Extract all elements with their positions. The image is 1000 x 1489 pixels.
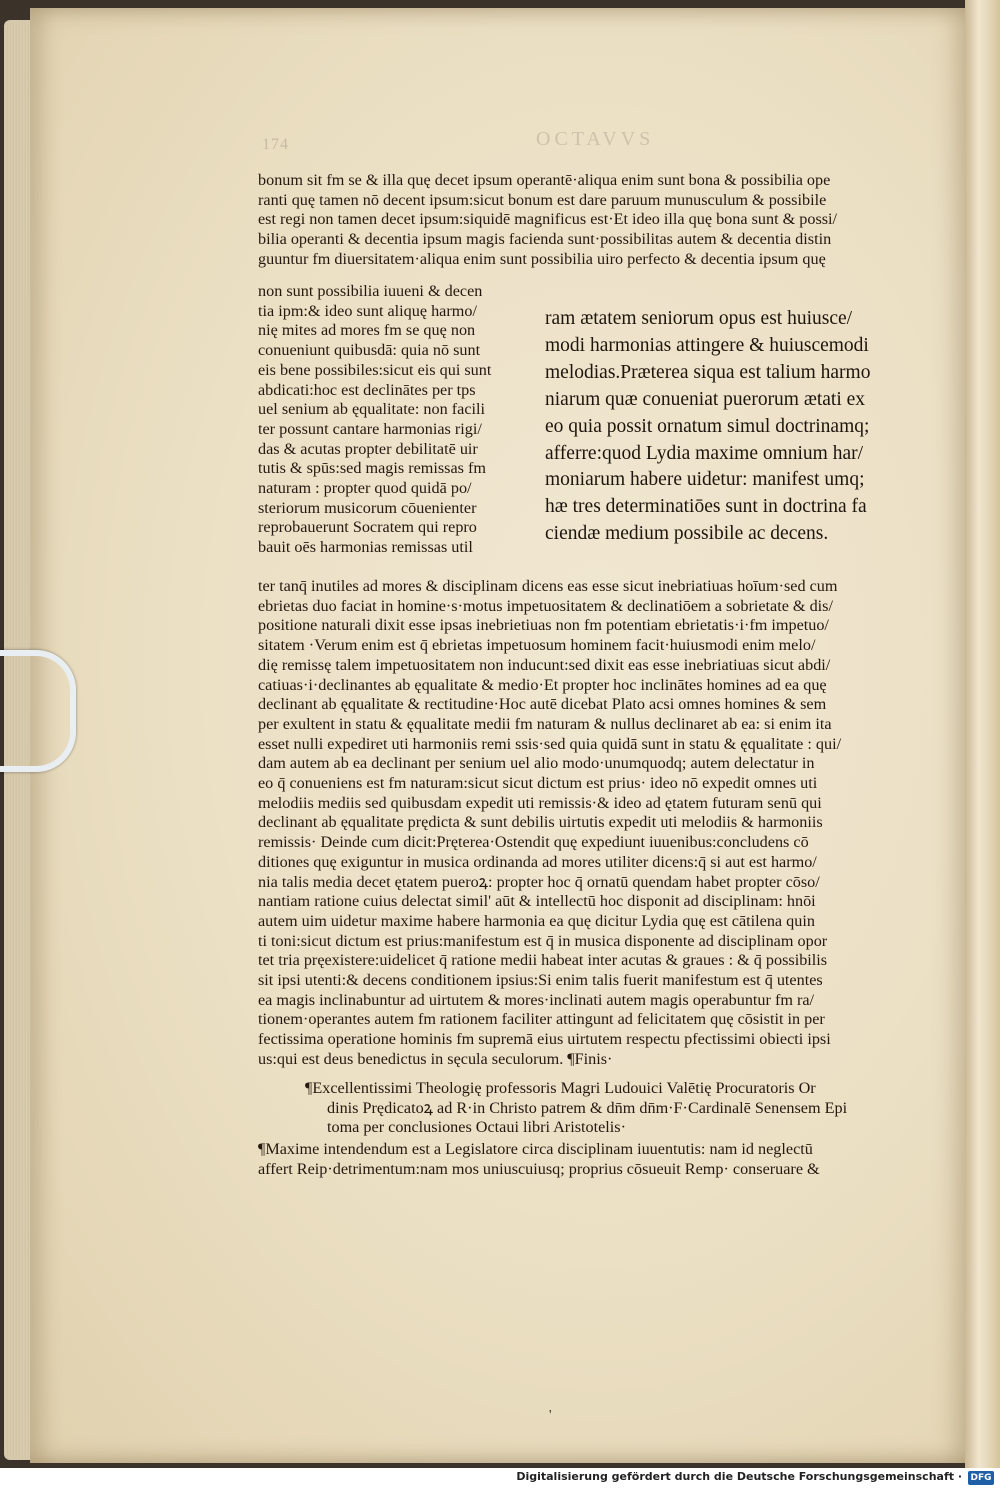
text-line: uel senium ab ęqualitate: non facili	[258, 400, 485, 419]
main-text-block	[258, 577, 908, 1070]
text-line: toma per conclusiones Octaui libri Aristotelis·	[327, 1118, 626, 1137]
text-line: modi harmonias attingere & huiuscemodi	[545, 334, 869, 356]
text-line: esset nulli expediret uti harmoniis remi ssis·sed quia quidā sunt in statu & ęqualitate : qui/	[258, 734, 842, 753]
footer-credit: Digitalisierung gefördert durch die Deutsche Forschungsgemeinschaft ·	[516, 1470, 962, 1483]
text-line: niarum quæ conueniat puerorum ætati ex	[545, 388, 866, 410]
footer-bar	[0, 1468, 1000, 1489]
book-binding-edge	[965, 0, 1000, 1468]
right-column-large-type	[545, 306, 917, 548]
text-line: ebrietas duo faciat in homine·s·motus impetuositatem & declinatiōem a sobrietate & dis/	[258, 596, 833, 615]
text-line: moniarum habere uidetur: manifest umq;	[545, 469, 865, 491]
text-line: nantiam ratione cuius delectat simil' aūt & intellectū hoc disponit ad disciplinam: hnōi	[258, 892, 816, 911]
epitome-heading-block	[305, 1079, 905, 1138]
text-line: das & acutas propter debilitatē uir	[258, 439, 478, 458]
text-line: hæ tres determinatiōes sunt in doctrina fa	[545, 496, 867, 518]
text-line: tet tria pręexistere:uidelicet q̄ ratione medii habeat inter acutas & graues : & q̄ possibilis	[258, 951, 828, 970]
text-line: sit ipsi utenti:& decens conditionem ipsius:Si enim talis fuerit manifestum est q̄ utentes	[258, 971, 823, 990]
text-line: affert Reip·detrimentum:nam mos uniuscuiusq; proprius cōsueuit Remp· conseruare &	[258, 1159, 820, 1178]
text-line: bauit oēs harmonias remissas util	[258, 538, 473, 557]
text-line: bilia operanti & decentia ipsum magis facienda sunt·possibilitas autem & decentia distin	[258, 230, 832, 249]
text-line: reprobauerunt Socratem qui repro	[258, 518, 477, 537]
text-line: nia talis media decet ętatem pueroꝝ: propter hoc q̄ ornatū quendam habet propter cōso/	[258, 872, 820, 891]
text-line: melodias.Præterea siqua est talium harmo	[545, 361, 871, 383]
text-line: us:qui est deus benedictus in sęcula seculorum. ¶Finis·	[258, 1049, 613, 1068]
page-mark: '	[549, 1408, 552, 1423]
text-line: nię mites ad mores fm se quę non	[258, 321, 476, 340]
text-line: ¶Maxime intendendum est a Legislatore circa disciplinam iuuentutis: nam id neglectū	[258, 1140, 813, 1158]
left-column	[258, 282, 520, 558]
text-line: eo quia possit ornatum simul doctrinamq;	[545, 415, 870, 437]
text-line: autem uim uidetur maxime habere harmonia ea quę dicitur Lydia quę est cātilena quin	[258, 911, 815, 930]
text-line: ditiones quę exiguntur in musica ordinanda ad mores utiliter dicens:q̄ si aut est harmo/	[258, 852, 817, 871]
text-line: non sunt possibilia iuueni & decen	[258, 282, 483, 300]
text-line: catiuas·i·declinantes ab ęqualitate & medio·Et propter hoc inclinātes homines ad ea quę	[258, 675, 827, 694]
text-line: eis bene possibiles:sicut eis qui sunt	[258, 360, 492, 379]
text-line: tia ipm:& ideo sunt aliquę harmo/	[258, 301, 477, 320]
text-line: dam autem ab ea declinant per senium uel alio modo·unumquodq; autem delectatur in	[258, 754, 815, 773]
text-line: dinis Prędicatoꝝ ad R·in Christo patrem & dn̄m dn̄m·F·Cardinalē Senensem Epi	[327, 1098, 848, 1117]
text-line: ti toni:sicut dictum est prius:manifestum est q̄ in musica disponente ad disciplinam opor	[258, 931, 828, 950]
paper-clip	[0, 650, 76, 772]
dfg-logo: DFG	[968, 1471, 994, 1485]
text-line: bonum sit fm se & illa quę decet ipsum operantē·aliqua enim sunt bona & possibilia ope	[258, 171, 831, 189]
text-line: melodiis mediis sed quibusdam expedit uti remissis·& ideo ad ętatem futuram senū qui	[258, 793, 822, 812]
text-line: eo q̄ conueniens est fm naturam:sicut sicut dictum est prius· ideo nō expedit omnes uti	[258, 774, 818, 793]
text-line: ciendæ medium possibile ac decens.	[545, 523, 829, 545]
text-line: per exultent in statu & ęqualitate medii fm naturam & nullus declinaret ab ea: si enim ita	[258, 714, 832, 733]
folio-number: 174	[262, 136, 289, 153]
top-text-block	[258, 171, 908, 270]
text-line: remissis· Deinde cum dicit:Pręterea·Ostendit quę expediunt iuuenibus:concludens cō	[258, 833, 809, 852]
text-line: positione naturali dixit esse ipsas inebrietiuas non fm potentiam ebrietatis·i·fm impetuo/	[258, 616, 829, 635]
text-line: ram ætatem seniorum opus est huiusce/	[545, 308, 853, 329]
running-head: OCTAVVS	[536, 128, 655, 150]
text-line: fectissima operatione hominis fm supremā eius uirtutem respectu pfectissimi obiecti ipsi	[258, 1030, 831, 1049]
text-line: guuntur fm diuersitatem·aliqua enim sunt possibilia uiro perfecto & decentia ipsum quę	[258, 249, 826, 268]
text-line: declinant ab ęqualitate prędicta & sunt debilis uirtutis expedit uti melodiis & harmoniis	[258, 813, 823, 832]
text-line: ea magis inclinabuntur ad uirtutem & mores·inclinati autem magis operabuntur fm ra/	[258, 990, 815, 1009]
final-text-block	[258, 1140, 908, 1179]
text-line: conueniunt quibusdā: quia nō sunt	[258, 341, 481, 360]
text-line: declinant ab ęqualitate & rectitudine·Hoc autē dicebat Plato acsi omnes homines & sem	[258, 695, 827, 714]
text-line: tionem·operantes autem fm rationem faciliter attingunt ad felicitatem quę cōsistit in per	[258, 1010, 825, 1029]
text-line: steriorum musicorum cōuenienter	[258, 498, 477, 517]
text-line: est regi non tamen decet ipsum:siquidē magnificus est·Et ideo illa quę bona sunt & possi/	[258, 210, 838, 229]
text-line: naturam : propter quod quidā po/	[258, 479, 472, 498]
text-line: sitatem ·Verum enim est q̄ ebrietas impetuosum hominem facit·huiusmodi enim melo/	[258, 636, 816, 655]
text-line: afferre:quod Lydia maxime omnium har/	[545, 442, 864, 464]
text-line: ranti quę tamen nō decent ipsum:sicut bonum est dare paruum munusculum & possibile	[258, 190, 827, 209]
text-line: dię remissę talem impetuositatem non inducunt:sed dixit eas esse inebriatiuas sicut abdi/	[258, 655, 831, 674]
text-line: ¶Excellentissimi Theologię professoris Magri Ludouici Valētię Procuratoris Or	[305, 1079, 816, 1097]
text-line: ter tanq̄ inutiles ad mores & disciplinam dicens eas esse sicut inebriatiuas hoīum·sed cum	[258, 577, 838, 595]
text-line: abdicati:hoc est declinātes per tps	[258, 380, 476, 399]
text-line: tutis & spūs:sed magis remissas fm	[258, 459, 486, 478]
text-line: ter possunt cantare harmonias rigi/	[258, 419, 482, 438]
